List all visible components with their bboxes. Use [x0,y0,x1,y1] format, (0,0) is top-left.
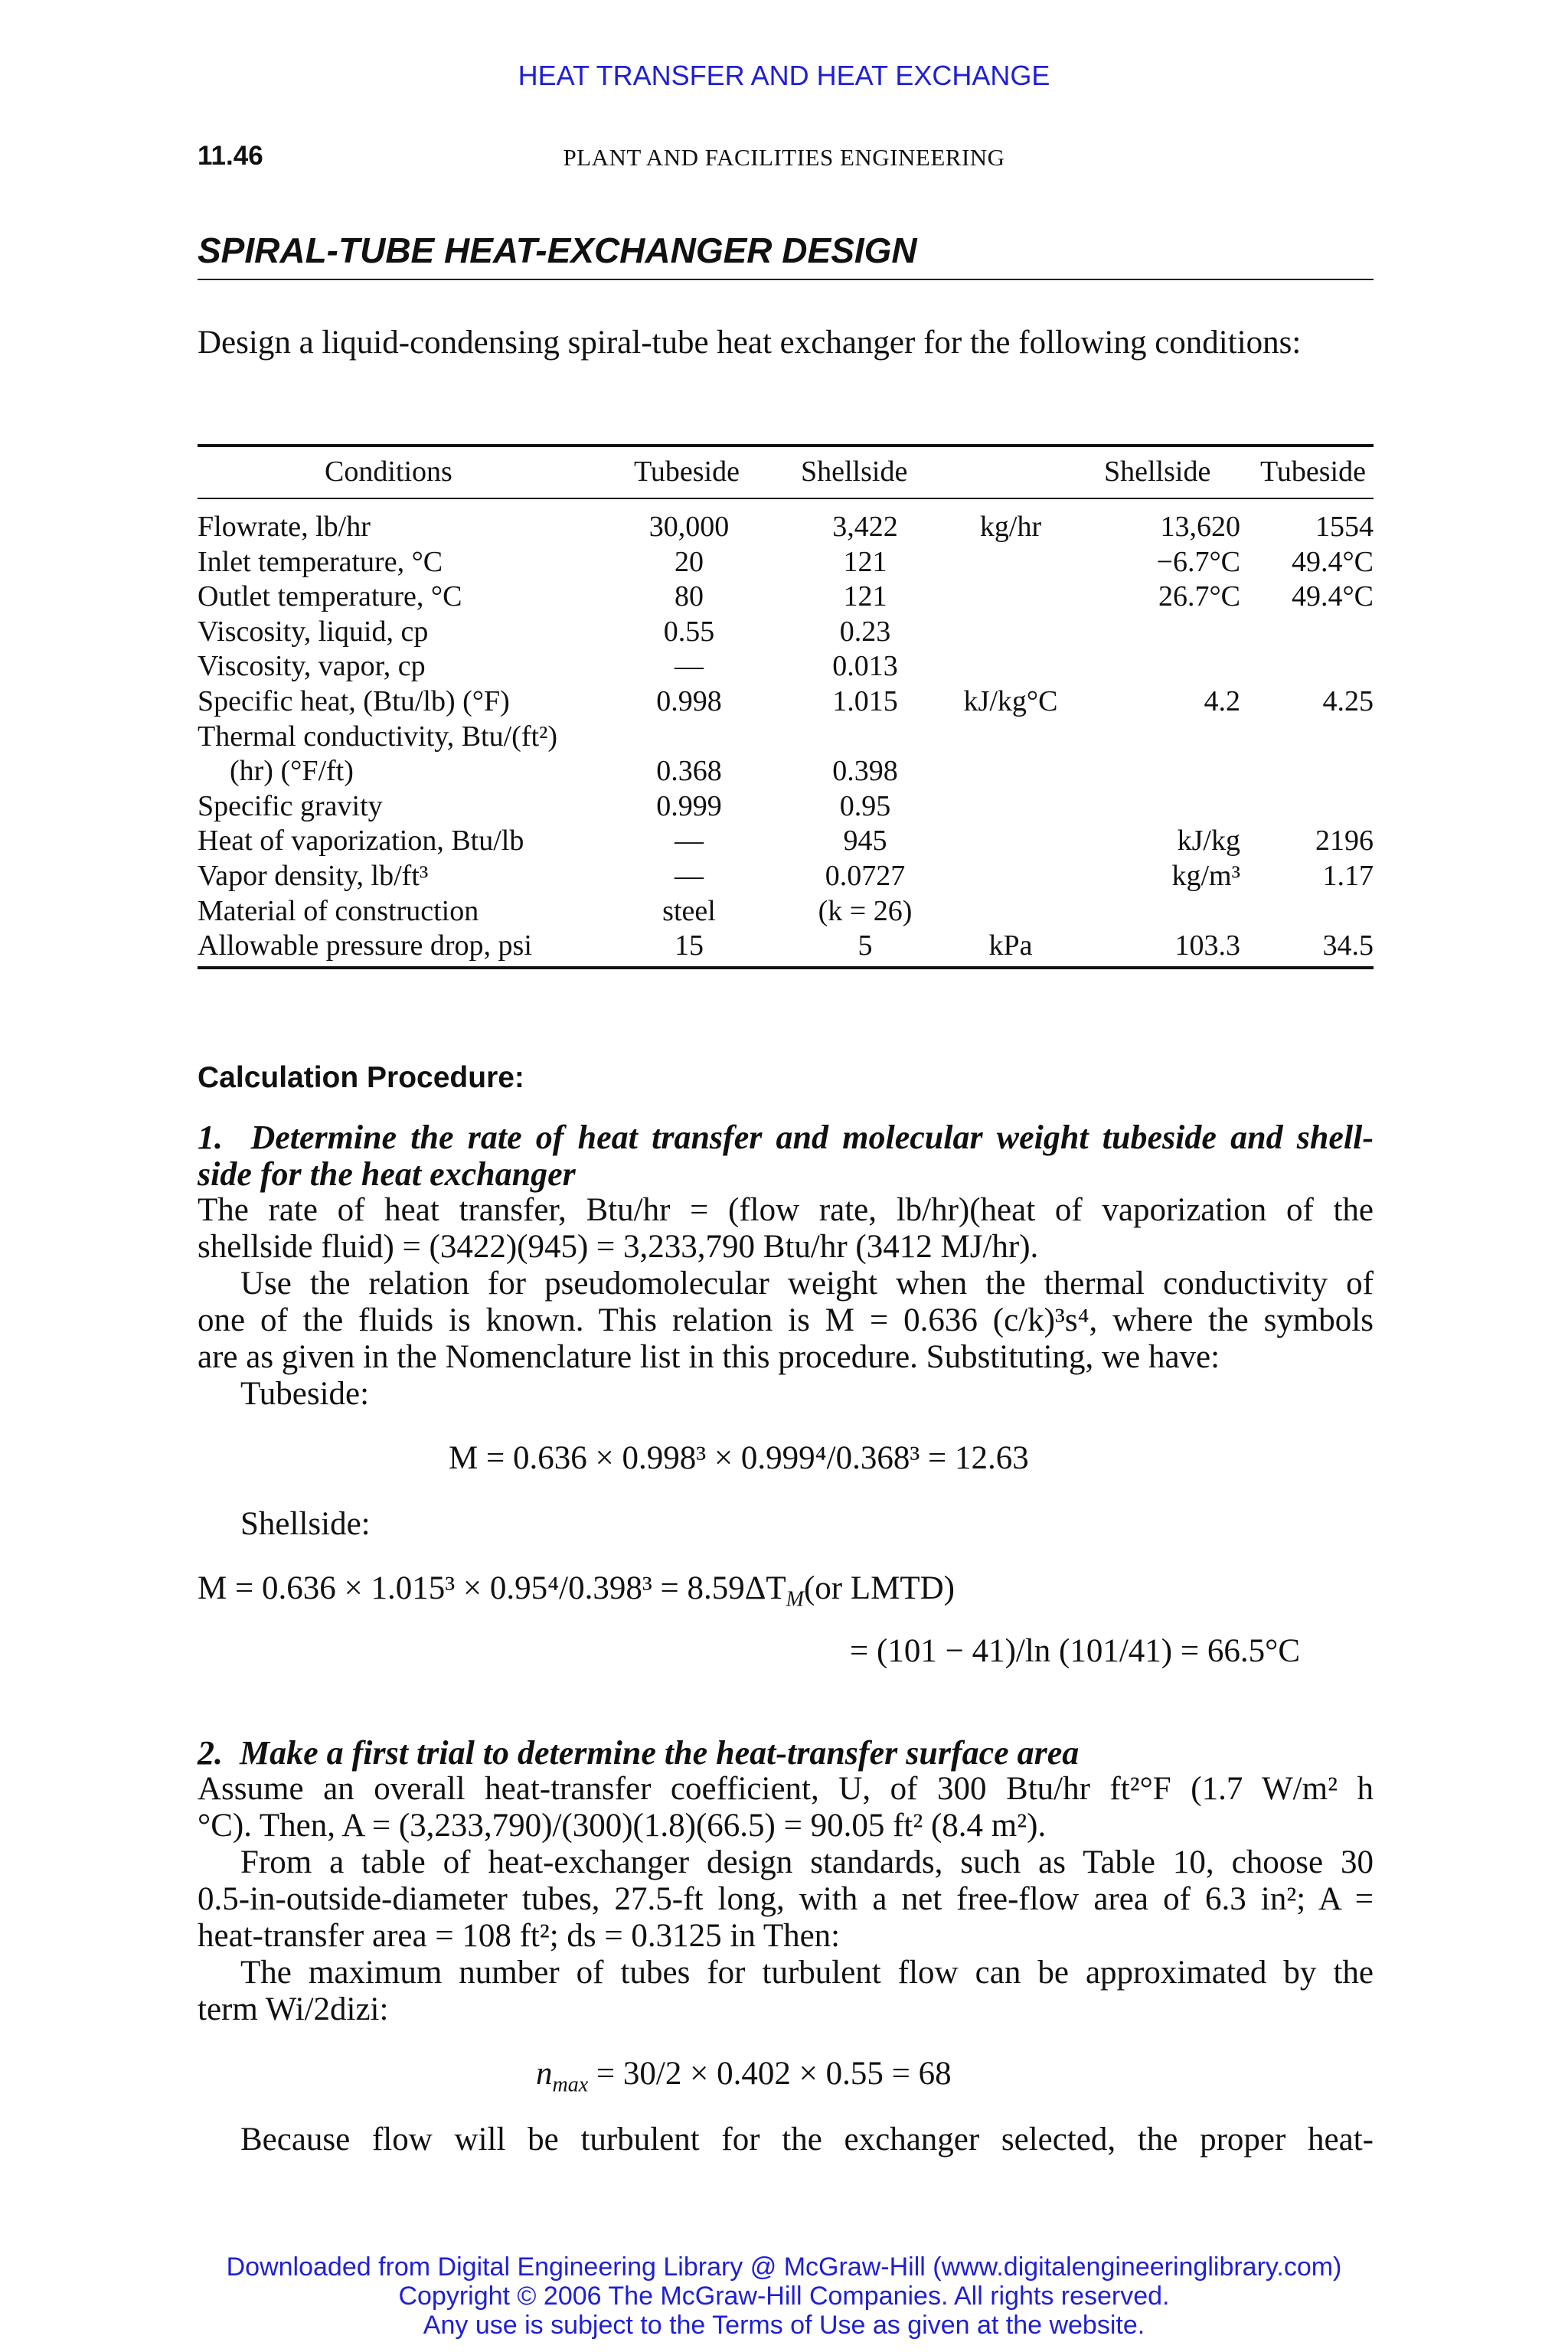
table-row-7-row-label: (hr) (°F/ft) [230,755,354,787]
step2-p2-line2: 0.5-in-outside-diameter tubes, 27.5-ft long, with a net free-flow area of 6.3 in²; A = [198,1881,1374,1917]
table-row-0-row-shellside: 3,422 [832,511,898,543]
table-row-0-row-label: Flowrate, lb/hr [198,511,371,543]
step2-p4-line1: Because flow will be turbulent for the exchanger selected, the proper heat- [240,2122,1374,2158]
table-top-rule [198,444,1374,447]
table-row-1-row-shellside: 121 [843,546,887,578]
table-header-tubeside: Tubeside [634,456,740,488]
table-row-2-row-tubeside-si: 49.4°C [1291,580,1374,612]
step1-p2-line3: are as given in the Nomenclature list in this procedure. Substituting, we have: [198,1339,1220,1375]
step1-title-line1 [198,1118,1374,1157]
step2-p2-line1: From a table of heat-exchanger design standards, such as Table 10, choose 30 [240,1844,1374,1880]
equation-shellside-tail: (or LMTD) [803,1570,955,1606]
table-row-1-row-label: Inlet temperature, °C [198,546,443,578]
page-number: 11.46 [198,141,263,171]
table-row-12-row-shellside-si: 103.3 [1174,929,1240,962]
table-row-9-row-label: Heat of vaporization, Btu/lb [198,825,524,857]
section-title: SPIRAL-TUBE HEAT-EXCHANGER DESIGN [198,230,917,270]
step2-p3-line1: The maximum number of tubes for turbulent flow can be approximated by the [240,1955,1374,1991]
table-row-9-row-tubeside-si: 2196 [1315,825,1374,857]
table-row-1-row-tubeside-si: 49.4°C [1291,546,1374,578]
table-row-3-row-label: Viscosity, liquid, cp [198,616,429,648]
shellside-label: Shellside: [240,1506,371,1542]
table-row-12-row-shellside: 5 [858,929,873,962]
table-row-10-row-tubeside: — [675,860,704,892]
intro-text: Design a liquid-condensing spiral-tube heat exchanger for the following conditions: [198,325,1302,361]
table-row-10-row-tubeside-si: 1.17 [1322,860,1374,892]
equation-nmax [536,2055,952,2098]
table-row-8-row-label: Specific gravity [198,790,383,822]
equation-shellside-subscript: M [786,1587,804,1612]
footer-download-link[interactable]: Downloaded from Digital Engineering Library @ McGraw-Hill (www.digitalengineeringlibrary.com) [226,2252,1342,2282]
table-row-12-row-label: Allowable pressure drop, psi [198,929,532,962]
table-row-0-row-shellside-si: 13,620 [1160,511,1240,543]
table-header-rule [198,498,1374,499]
table-row-5-row-tubeside: 0.998 [656,685,722,717]
step1-p1-line1: The rate of heat transfer, Btu/hr = (flow rate, lb/hr)(heat of vaporization of the [198,1192,1374,1228]
table-row-7-row-tubeside: 0.368 [656,755,722,787]
running-head: PLANT AND FACILITIES ENGINEERING [563,144,1005,171]
table-row-11-row-shellside: (k = 26) [818,895,913,927]
table-header-tubeside-si: Tubeside [1260,456,1366,488]
equation-shellside-main: M = 0.636 × 1.015³ × 0.95⁴/0.398³ = 8.59ΔT [198,1570,786,1606]
table-row-12-row-tubeside: 15 [675,929,704,962]
table-row-11-row-tubeside: steel [662,895,716,927]
table-row-3-row-shellside: 0.23 [839,616,891,648]
table-row-4-row-shellside: 0.013 [832,650,898,682]
step1-title-text: Determine the rate of heat transfer and molecular weight tubeside and shell- [250,1119,1374,1156]
table-row-10-row-label: Vapor density, lb/ft³ [198,860,429,892]
table-row-5-row-si-unit: kJ/kg°C [963,685,1058,717]
table-bottom-rule [198,966,1374,969]
table-row-6-row-label: Thermal conductivity, Btu/(ft²) [198,720,558,753]
table-row-12-row-si-unit: kPa [988,929,1033,962]
table-row-1-row-shellside-si: −6.7°C [1156,546,1240,578]
table-row-5-row-shellside: 1.015 [832,685,898,717]
title-rule [198,279,1374,280]
table-row-0-row-tubeside-si: 1554 [1315,511,1374,543]
table-row-2-row-shellside: 121 [843,580,887,612]
footer-terms: Any use is subject to the Terms of Use as given at the website. [423,2311,1145,2340]
table-row-11-row-label: Material of construction [198,895,479,927]
footer-copyright: Copyright © 2006 The McGraw-Hill Companies. All rights reserved. [398,2282,1170,2311]
table-row-8-row-tubeside: 0.999 [656,790,722,822]
equation-nmax-symbol: n [536,2056,553,2092]
table-row-2-row-shellside-si: 26.7°C [1158,580,1240,612]
equation-shellside [198,1570,955,1612]
step2-title-text: Make a first trial to determine the heat-transfer surface area [240,1734,1080,1772]
step2-p3-line2: term Wi/2dizi: [198,1991,389,2027]
table-row-4-row-label: Viscosity, vapor, cp [198,650,426,682]
table-row-3-row-tubeside: 0.55 [663,616,715,648]
step1-number: 1. [198,1119,223,1156]
table-row-9-row-shellside-si: kJ/kg [1177,825,1240,857]
step2-title [198,1733,1079,1772]
table-row-5-row-tubeside-si: 4.25 [1322,685,1374,717]
step2-p1-line1: Assume an overall heat-transfer coefficient, U, of 300 Btu/hr ft²°F (1.7 W/m² h [198,1771,1374,1807]
equation-nmax-subscript: max [552,2073,589,2097]
table-row-5-row-label: Specific heat, (Btu/lb) (°F) [198,685,510,717]
tubeside-label: Tubeside: [240,1376,370,1412]
table-row-5-row-shellside-si: 4.2 [1204,685,1240,717]
equation-nmax-rhs: = 30/2 × 0.402 × 0.55 = 68 [588,2056,952,2092]
calculation-heading: Calculation Procedure: [198,1061,524,1094]
table-row-4-row-tubeside: — [675,650,704,682]
table-row-1-row-tubeside: 20 [675,546,704,578]
table-row-9-row-shellside: 945 [843,825,887,857]
step1-p1-line2: shellside fluid) = (3422)(945) = 3,233,790 Btu/hr (3412 MJ/hr). [198,1229,1039,1265]
table-row-8-row-shellside: 0.95 [839,790,891,822]
table-row-10-row-shellside: 0.0727 [825,860,906,892]
equation-lmtd: = (101 − 41)/ln (101/41) = 66.5°C [850,1633,1300,1669]
table-row-9-row-tubeside: — [675,825,704,857]
table-header-shellside-si: Shellside [1104,456,1211,488]
equation-tubeside: M = 0.636 × 0.998³ × 0.999⁴/0.368³ = 12.63 [449,1440,1029,1476]
step2-p1-line2: °C). Then, A = (3,233,790)/(300)(1.8)(66.5) = 90.05 ft² (8.4 m²). [198,1808,1047,1844]
step1-p2-line1: Use the relation for pseudomolecular weight when the thermal conductivity of [240,1266,1374,1302]
table-row-7-row-shellside: 0.398 [832,755,898,787]
step2-p2-line3: heat-transfer area = 108 ft²; ds = 0.3125 in Then: [198,1918,841,1954]
top-banner: HEAT TRANSFER AND HEAT EXCHANGE [518,60,1050,91]
table-row-0-row-si-unit: kg/hr [979,511,1042,543]
step1-p2-line2: one of the fluids is known. This relation is M = 0.636 (c/k)³s⁴, where the symbols [198,1302,1374,1338]
step2-number: 2. [198,1734,223,1772]
table-header-conditions: Conditions [325,456,452,488]
table-row-0-row-tubeside: 30,000 [648,511,730,543]
step1-title-line2: side for the heat exchanger [198,1155,576,1193]
table-header-shellside: Shellside [801,456,908,488]
table-row-10-row-shellside-si: kg/m³ [1171,860,1240,892]
table-row-2-row-label: Outlet temperature, °C [198,580,462,612]
table-row-12-row-tubeside-si: 34.5 [1322,929,1374,962]
table-row-2-row-tubeside: 80 [675,580,704,612]
